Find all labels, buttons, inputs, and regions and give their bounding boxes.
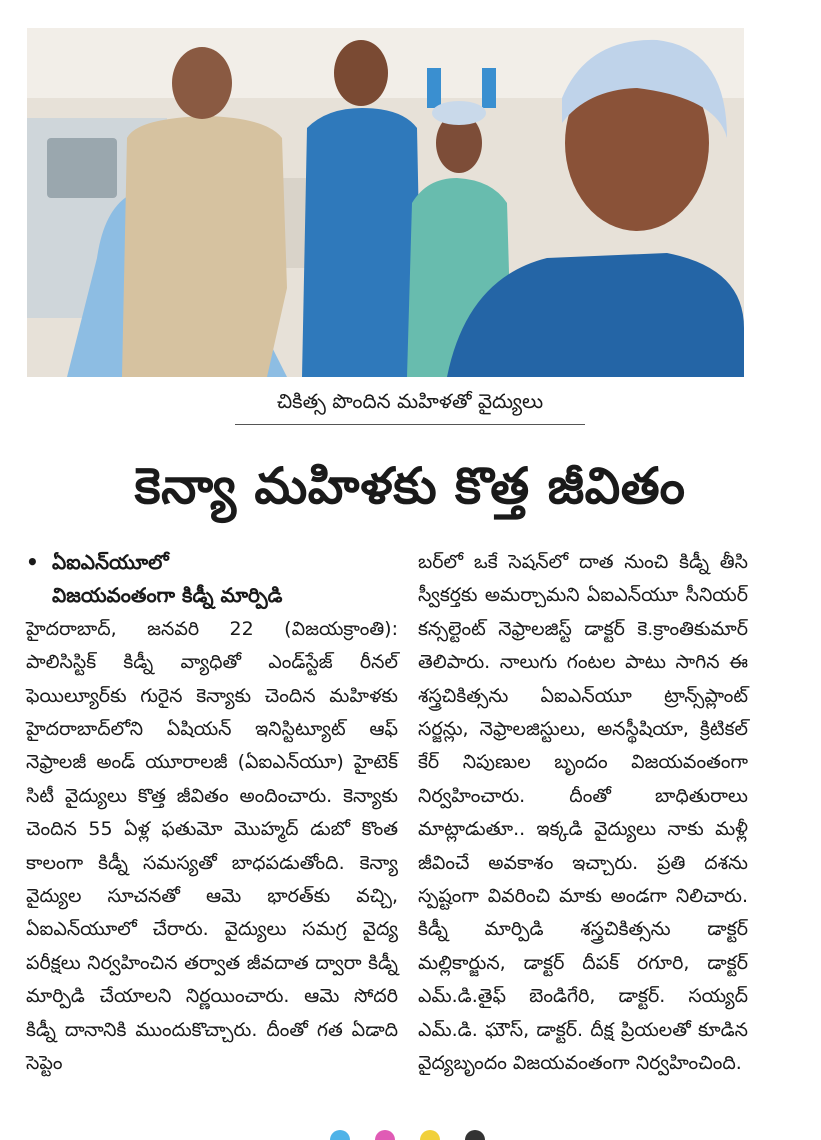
- subheading-1: [26, 546, 398, 579]
- black-dot: [465, 1130, 485, 1140]
- photo-caption: చికిత్స పొందిన మహిళతో వైద్యులు: [276, 389, 544, 413]
- news-photo: [27, 28, 744, 377]
- article-column-left: [26, 546, 398, 1081]
- subheading-1-text: ఏఐఎన్‌యూలో: [52, 550, 169, 574]
- article-column-right: [418, 546, 748, 1081]
- magenta-dot: [375, 1130, 395, 1140]
- subheading-2: విజయవంతంగా కిడ్నీ మార్పిడి: [52, 583, 283, 608]
- article-body-right: బర్‌లో ఒకే సెషన్‌లో దాత నుంచి కిడ్నీ తీసి స్వీకర్తకు అమర్చామని ఏఐఎన్‌యూ సీనియర్ కన్సల్టెంట్ నెఫ్రాలజిస్ట్ డాక్టర్ కె.క్రాంతికుమార్ తెలిపారు. నాలుగు గంటల పాటు సాగిన ఈ శస్త్రచికిత్సను ఏఐఎన్‌యూ ట్రాన్స్‌ప్లాంట్ సర్జన్లు, నెఫ్రాలజిస్టులు, అనస్థీషియా, క్రిటికల్ కేర్ నిపుణుల బృందం విజయవంతంగా నిర్వహించారు. దీంతో బాధితురాలు మాట్లాడుతూ.. ఇక్కడి వైద్యులు నాకు మళ్లీ జీవించే అవకాశం ఇచ్చారు. ప్రతి దశను స్పష్టంగా వివరించి మాకు అండగా నిలిచారు. కిడ్నీ మార్పిడి శస్త్రచికిత్సను డాక్టర్ మల్లికార్జున, డాక్టర్ దీపక్ రగూరి, డాక్టర్ ఎమ్.డి.తైఫ్ బెండిగేరి, డాక్టర్. సయ్యద్ ఎమ్.డి. ఘౌస్, డాక్టర్. దీక్ష ప్రియలతో కూడిన వైద్యబృందం విజయవంతంగా నిర్వహించింది.: [418, 551, 748, 1075]
- color-strip: [330, 1130, 500, 1140]
- article-body-left: హైదరాబాద్, జనవరి 22 (విజయక్రాంతి): పాలిసిస్టిక్ కిడ్నీ వ్యాధితో ఎండ్‌స్టేజ్ రీనల్ ఫెయిల్యూర్‌కు గురైన కెన్యాకు చెందిన మహిళకు హైదరాబాద్‌లోని ఏషియన్ ఇనిస్టిట్యూట్ ఆఫ్ నెఫ్రాలజీ అండ్ యూరాలజీ (ఏఐఎన్‌యూ) హైటెక్ సిటీ వైద్యులు కొత్త జీవితం అందించారు. కెన్యాకు చెందిన 55 ఏళ్ల ఫతుమో మొహ్మద్ డుబో కొంత కాలంగా కిడ్నీ సమస్యతో బాధపడుతోంది. కెన్యా వైద్యుల సూచనతో ఆమె భారత్‌కు వచ్చి, ఏఐఎన్‌యూలో చేరారు. వైద్యులు సమగ్ర వైద్య పరీక్షలు నిర్వహించిన తర్వాత జీవదాత ద్వారా కిడ్నీ మార్పిడి చేయాలని నిర్ణయించారు. ఆమె సోదరి కిడ్నీ దానానికి ముందుకొచ్చారు. దీంతో గత ఏడాది సెప్టెం: [26, 617, 398, 1075]
- caption-divider: [235, 424, 585, 425]
- yellow-dot: [420, 1130, 440, 1140]
- bullet-icon: •: [26, 550, 39, 574]
- cyan-dot: [330, 1130, 350, 1140]
- photo-image: [27, 28, 744, 377]
- headline: కెన్యా మహిళకు కొత్త జీవితం: [134, 457, 686, 515]
